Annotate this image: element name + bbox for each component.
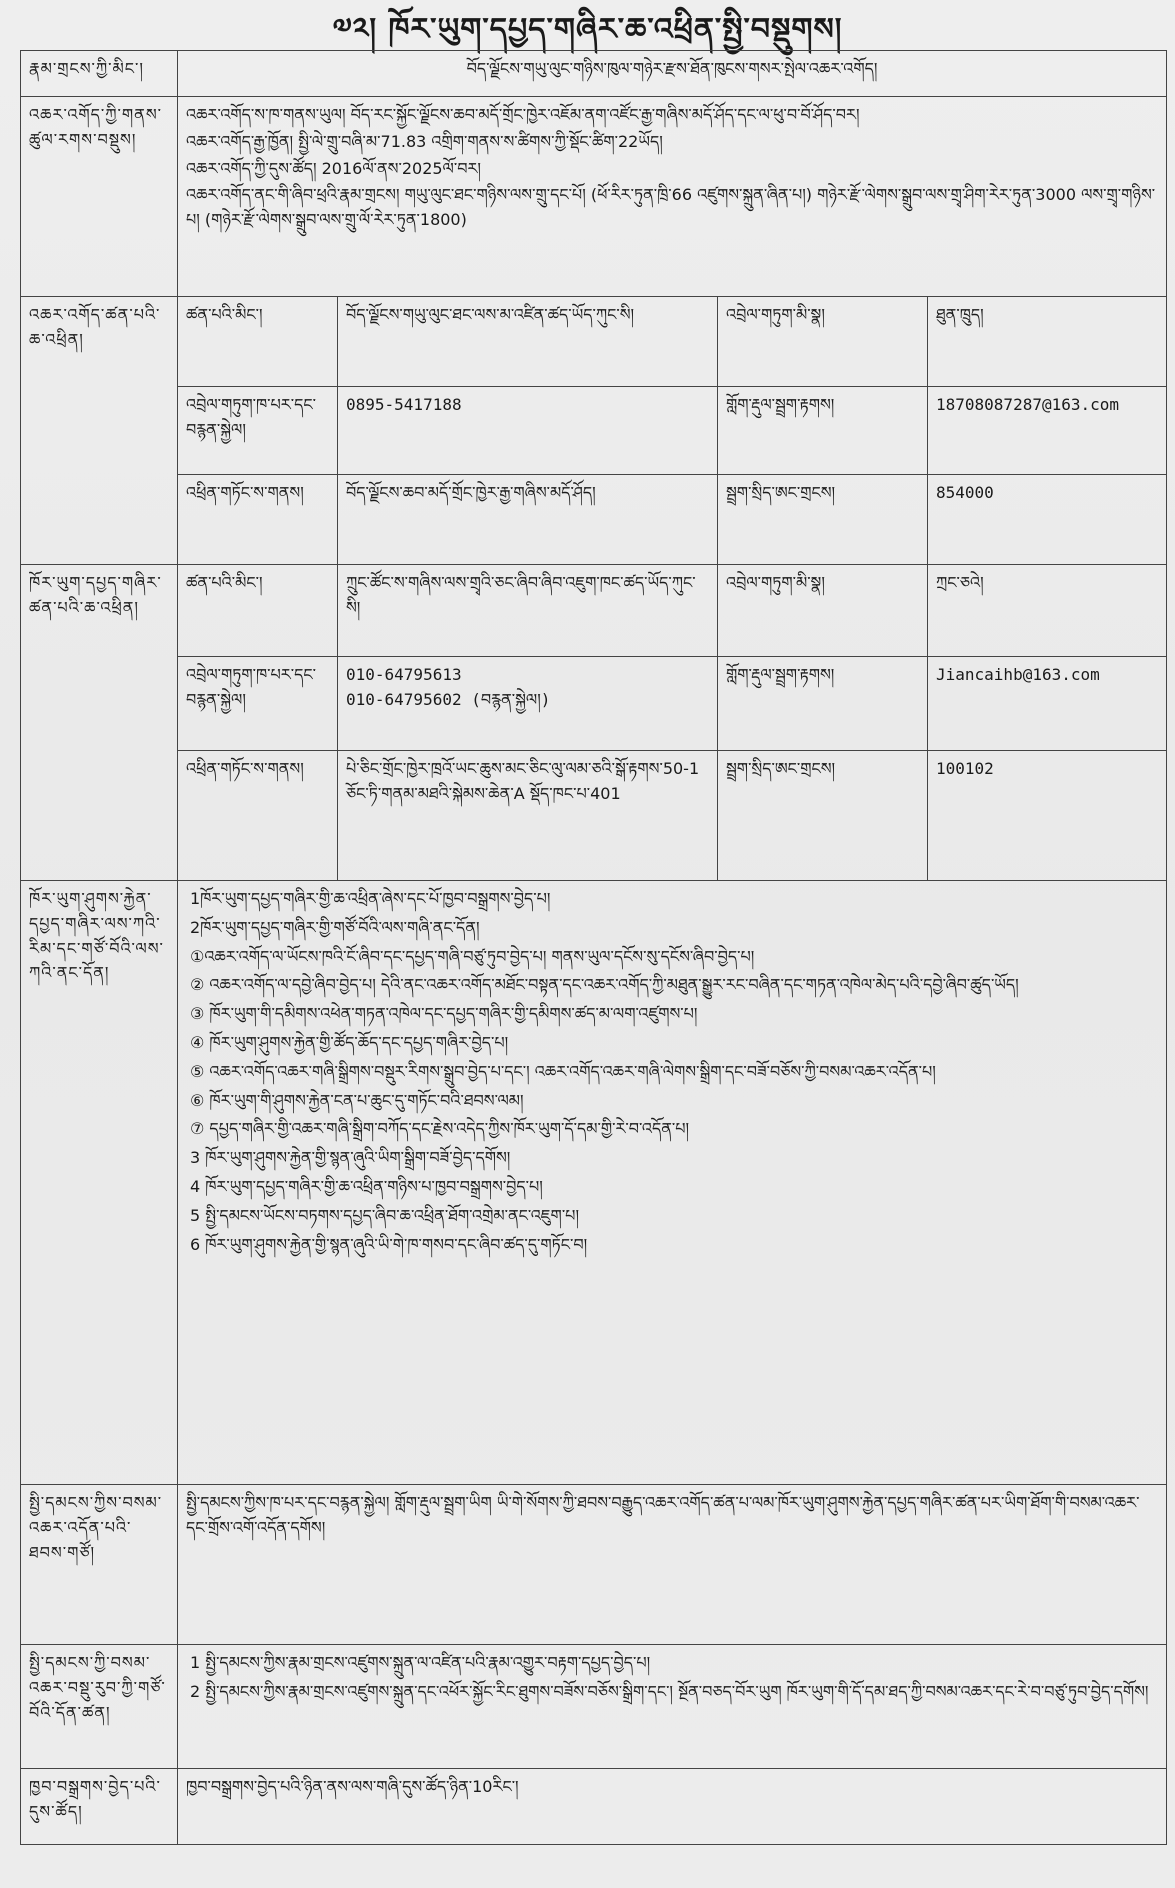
planning-unit-name-label: ཚན་པའི་མིང་། [178, 297, 338, 387]
planning-unit-postcode-value: 854000 [928, 475, 1167, 565]
assessment-unit-label: ཁོར་ཡུག་དཔྱད་གཞིར་ཚན་པའི་ཆ་འཕྲིན། [21, 565, 178, 881]
planning-unit-postcode-label: སྦྲག་སྲིད་ཨང་གྲངས། [718, 475, 928, 565]
assessment-unit-address-value: པེ་ཅིང་གྲོང་ཁྱེར་ཁྲའོ་ཡང་ཆུས་མང་ཅིང་ལུ་ལམ་ཅའི་སྒོ་རྟགས་50-1 ཅོང་ཏི་གནམ་མཐའི་སྐེམས་ཆེན་A སྡོད་ཁང་པ་401 [338, 751, 718, 881]
eia-main-points-content [178, 881, 1167, 1485]
public-opinion-matter-item: 2 སྤྱི་དམངས་ཀྱིས་རྣམ་གྲངས་འཛུགས་སྐྲུན་དང་འཕོར་སྐྱོང་རིང་ཐུགས་བཟོས་བཅོས་སྒྲིག་དང་། སྔོན་བཅད་བོར་ཡུག ཁོར་ཡུག་གི་དོ་དམ་ཐད་ཀྱི་བསམ་འཆར་དང་རེ་བ་བཙུ་ཏུབ་བྱེད་དགོས། [190, 1681, 1149, 1701]
row-assessment-unit-address [21, 751, 1167, 881]
row-assessment-unit-name [21, 565, 1167, 657]
assessment-unit-name-value: ཀྲུང་ཚོང་ས་གཞིས་ལས་གྲྭའི་ཅང་ཞིབ་ཞིབ་འཇུག་ཁང་ཚད་ཡོད་ཀུང་སི། [338, 565, 718, 657]
assessment-unit-contact-value: ཀྲང་ཅའེ། [928, 565, 1167, 657]
planning-unit-label: འཆར་འགོད་ཚན་པའི་ཆ་འཕྲིན། [21, 297, 178, 565]
eia-item: ⑥ ཁོར་ཡུག་གི་ཤུགས་རྐྱེན་ངན་པ་ཆུང་དུ་གཏོང་བའི་ཐབས་ལམ། [190, 1090, 524, 1110]
eia-item: 2ཁོར་ཡུག་དཔྱད་གཞིར་གྱི་གཙོ་བོའི་ལས་གཞི་ནང་དོན། [190, 917, 480, 937]
planning-overview-label: འཆར་འགོད་ཀྱི་གནས་ཚུལ་རགས་བསྡུས། [21, 97, 178, 297]
row-planning-unit-phone [21, 387, 1167, 475]
planning-unit-name-value: བོད་ལྗོངས་གཡུ་ལུང་ཐང་ལས་མ་འཛིན་ཚད་ཡོད་ཀུང་སི། [338, 297, 718, 387]
eia-item: ② འཆར་འགོད་ལ་དབྱེ་ཞིབ་བྱེད་པ། དེའི་ནང་འཆར་འགོད་མཐོང་བསྟན་དང་འཆར་འགོད་ཀྱི་མཐུན་སྒྱུར་རང་བཞིན་དང་གཏན་འཁེལ་མེད་པའི་དབྱེ་ཞིབ་ཚུད་ཡོད། [190, 975, 1019, 995]
eia-item: ⑤ འཆར་འགོད་འཆར་གཞི་སྒྲིགས་བསྡུར་རིགས་སྒྲུབ་བྱེད་པ་དང་། འཆར་འགོད་འཆར་གཞི་ལེགས་སྒྲིག་དང་བཟོ་བཅོས་ཀྱི་བསམ་འཆར་འདོན་པ། [190, 1061, 936, 1081]
eia-item: ⑦ དཔྱད་གཞིར་གྱི་འཆར་གཞི་སྒྲིག་བཀོད་དང་རྗེས་འདེད་ཀྱིས་ཁོར་ཡུག་དོ་དམ་གྱི་རེ་བ་འདོན་པ། [190, 1119, 690, 1139]
assessment-unit-email-label: གློག་རྡུལ་སྦྲག་རྟགས། [718, 657, 928, 751]
eia-item: 1ཁོར་ཡུག་དཔྱད་གཞིར་གྱི་ཆ་འཕྲིན་ཞེས་དང་པོ་ཁྱབ་བསྒྲགས་བྱེད་པ། [190, 889, 551, 908]
assessment-unit-phone-value: 010-64795613 [346, 665, 462, 684]
assessment-unit-address-label: འཕྲིན་གཏོང་ས་གནས། [178, 751, 338, 881]
planning-unit-phone-label: འབྲེལ་གཏུག་ཁ་པར་དང་བརྙན་སྐྱེལ། [178, 387, 338, 475]
assessment-unit-postcode-label: སྦྲག་སྲིད་ཨང་གྲངས། [718, 751, 928, 881]
publicity-period-value: ཁྱབ་བསྒྲགས་བྱེད་པའི་ཉིན་ནས་ལས་གཞི་དུས་ཚོད་ཉིན་10རིང་། [178, 1769, 1167, 1845]
planning-unit-address-value: བོད་ལྗོངས་ཆབ་མདོ་གྲོང་ཁྱེར་རྒྱ་གཞིས་མདོ་ཤོད། [338, 475, 718, 565]
planning-overview-line: འཆར་འགོད་ཀྱི་དུས་ཚོད། 2016ལོ་ནས་2025ལོ་བར། [186, 158, 481, 178]
eia-item: ③ ཁོར་ཡུག་གི་དམིགས་འཕེན་གཏན་འཁེལ་དང་དཔྱད་གཞིར་གྱི་དམིགས་ཚད་མ་ལག་འཛུགས་པ། [190, 1004, 698, 1024]
public-opinion-method-label: སྤྱི་དམངས་ཀྱིས་བསམ་འཆར་འདོན་པའི་ཐབས་གཙོ། [21, 1485, 178, 1645]
assessment-unit-phone-label: འབྲེལ་གཏུག་ཁ་པར་དང་བརྙན་སྐྱེལ། [178, 657, 338, 751]
eia-item: 4 ཁོར་ཡུག་དཔྱད་གཞིར་གྱི་ཆ་འཕྲིན་གཉིས་པ་ཁྱབ་བསྒྲགས་བྱེད་པ། [190, 1176, 543, 1196]
planning-overview-content [178, 97, 1167, 297]
eia-item: 6 ཁོར་ཡུག་ཤུགས་རྐྱེན་གྱི་སྙན་ཞུའི་ཡི་གེ་ཁ་གསབ་དང་ཞིབ་ཚད་དུ་གཏོང་བ། [190, 1234, 588, 1254]
row-project-name [21, 51, 1167, 97]
planning-overview-line: འཆར་འགོད་ས་ཁ་གནས་ཡུལ། བོད་རང་སྐྱོང་ལྗོངས་ཆབ་མདོ་གྲོང་ཁྱེར་འཇོམ་ནག་འཛོང་རྒྱ་གཞིས་མདོ་ཤོད་དང་ལ་ཕུ་བ་བོ་ཤོད་བར། [186, 105, 860, 124]
eia-item: ①འཆར་འགོད་ལ་ཡོངས་ཁའི་ངོ་ཞིབ་དང་དཔྱད་གཞི་བཙུ་ཏུབ་བྱེད་པ། གནས་ཡུལ་དངོས་སུ་དངོས་ཞིབ་བྱེད་པ། [190, 946, 755, 966]
eia-item: ④ ཁོར་ཡུག་ཤུགས་རྐྱེན་གྱི་ཚོད་ཆོད་དང་དཔྱད་གཞིར་བྱེད་པ། [190, 1032, 509, 1052]
eia-item: 5 སྤྱི་དམངས་ཡོངས་བཏགས་དཔྱད་ཞིབ་ཆ་འཕྲིན་ཐོག་འགྲེམ་ནང་འཇུག་པ། [190, 1205, 579, 1225]
planning-unit-contact-label: འབྲེལ་གཏུག་མི་སྣ། [718, 297, 928, 387]
public-opinion-matters-label: སྤྱི་དམངས་ཀྱི་བསམ་འཆར་བསྡུ་རུབ་ཀྱི་གཙོ་བོའི་དོན་ཚན། [21, 1645, 178, 1769]
assessment-unit-fax-value: 010-64795602 (བརྙན་སྐྱེལ།) [346, 689, 551, 709]
public-opinion-matters-content [178, 1645, 1167, 1769]
planning-unit-phone-value: 0895-5417188 [338, 387, 718, 475]
assessment-unit-email-value: Jiancaihb@163.com [928, 657, 1167, 751]
assessment-unit-contact-label: འབྲེལ་གཏུག་མི་སྣ། [718, 565, 928, 657]
row-eia-main-points [21, 881, 1167, 1485]
planning-unit-email-value: 18708087287@163.com [928, 387, 1167, 475]
document-title: ༧༢། ཁོར་ཡུག་དཔྱད་གཞིར་ཆ་འཕྲིན་སྤྱི་བསྡུགས། [332, 12, 843, 47]
planning-overview-line: འཆར་འགོད་ནང་གི་ཞིབ་ཕྲའི་རྣམ་གྲངས། གཡུ་ལུང་ཐང་གཉིས་ལས་གྲུ་དང་པོ། (ཕོ་རིར་ཏུན་ཁྲི་66 འཛུགས་སྐྲུན་ཞིན་པ།) གཉེར་རྫོ་ལེགས་སྒྲུབ་ལས་གྲྭ་ཤིག་རེར་ཏུན་3000 ལས་གྲྭ་གཉིས་པ། (གཉེར་རྫོ་ལེགས་སྒྲུབ་ལས་གྲུ་ལོ་རེར་ཏུན་1800) [186, 185, 1156, 230]
assessment-unit-phone-values [338, 657, 718, 751]
planning-unit-contact-value: ཐུན་ཁྲུད། [928, 297, 1167, 387]
public-opinion-matter-item: 1 སྤྱི་དམངས་ཀྱིས་རྣམ་གྲངས་འཛུགས་སྐྲུན་ལ་འཛིན་པའི་རྣམ་འགྱུར་བརྟག་དཔྱད་བྱེད་པ། [190, 1653, 651, 1672]
public-opinion-method-value: སྤྱི་དམངས་ཀྱིས་ཁ་པར་དང་བརྙན་སྐྱེལ། གློག་རྡུལ་སྦྲག་ཡིག ཡི་གེ་སོགས་ཀྱི་ཐབས་བརྒྱུད་འཆར་འགོད་ཚན་པ་ལམ་ཁོར་ཡུག་ཤུགས་རྐྱེན་དཔྱད་གཞིར་ཚན་པར་ཡིག་ཐོག་གི་བསམ་འཆར་དང་གྲོས་འགོ་འདོན་དགོས། [178, 1485, 1167, 1645]
publicity-period-label: ཁྱབ་བསྒྲགས་བྱེད་པའི་དུས་ཚོད། [21, 1769, 178, 1845]
row-planning-unit-address [21, 475, 1167, 565]
info-table [20, 50, 1167, 1845]
row-assessment-unit-phone [21, 657, 1167, 751]
assessment-unit-name-label: ཚན་པའི་མིང་། [178, 565, 338, 657]
project-name-value: བོད་ལྗོངས་གཡུ་ལུང་གཉིས་ཁུལ་གཉེར་རྫས་ཐོན་ཁུངས་གསར་སྤེལ་འཆར་འགོད། [178, 51, 1167, 97]
row-public-opinion-matters [21, 1645, 1167, 1769]
eia-main-points-label: ཁོར་ཡུག་ཤུགས་རྐྱེན་དཔྱད་གཞིར་ལས་ཀའི་རིམ་དང་གཙོ་བོའི་ལས་ཀའི་ནང་དོན། [21, 881, 178, 1485]
planning-unit-address-label: འཕྲིན་གཏོང་ས་གནས། [178, 475, 338, 565]
row-publicity-period [21, 1769, 1167, 1845]
eia-item: 3 ཁོར་ཡུག་ཤུགས་རྐྱེན་གྱི་སྙན་ཞུའི་ཡིག་སྒྲིག་བཟོ་བྱེད་དགོས། [190, 1148, 511, 1168]
row-public-opinion-method [21, 1485, 1167, 1645]
row-planning-unit-name [21, 297, 1167, 387]
row-planning-overview [21, 97, 1167, 297]
assessment-unit-postcode-value: 100102 [928, 751, 1167, 881]
planning-unit-email-label: གློག་རྡུལ་སྦྲག་རྟགས། [718, 387, 928, 475]
planning-overview-line: འཆར་འགོད་རྒྱ་ཁྱོན། སྤྱི་ལེ་གྲུ་བཞི་མ་71.83 འགྲིག་གནས་ས་ཚིགས་ཀྱི་སྡོང་ཚིག་22ཡོད། [186, 131, 663, 151]
project-name-label: རྣམ་གྲངས་ཀྱི་མིང་། [21, 51, 178, 97]
